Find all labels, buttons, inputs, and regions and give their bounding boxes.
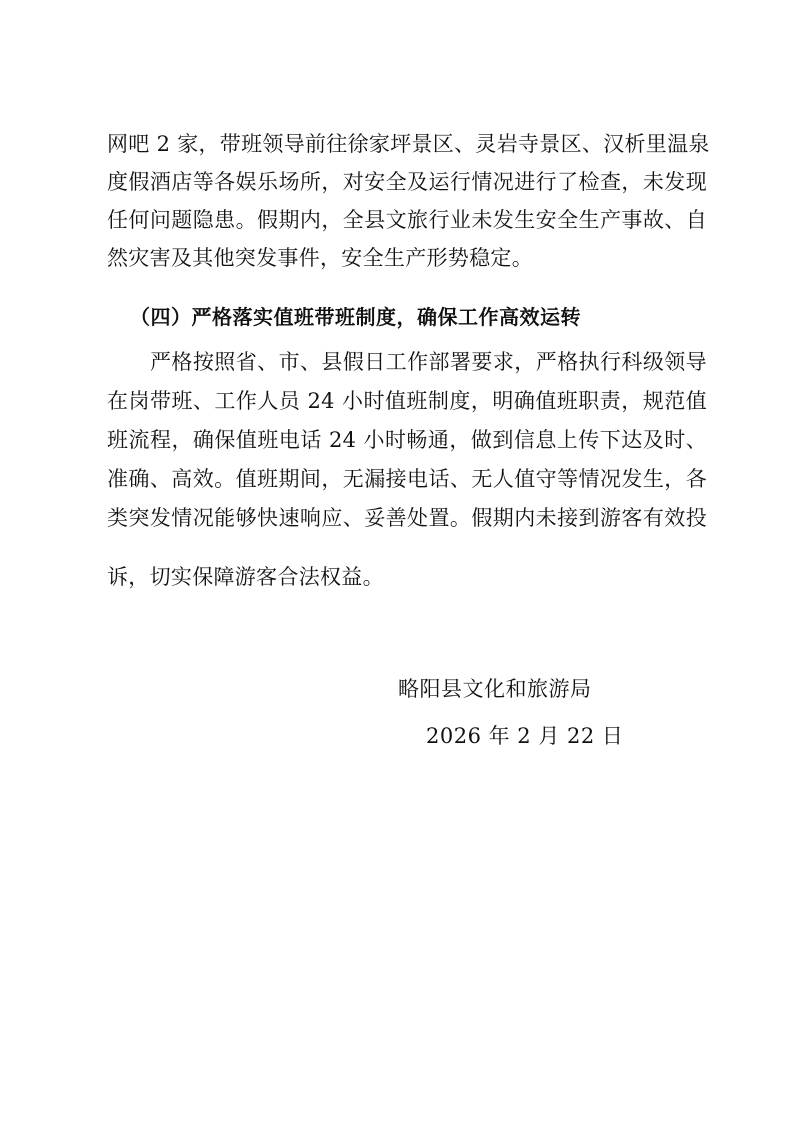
paragraph-line: 类突发情况能够快速响应、妥善处置。假期内未接到游客有效投 [107,506,707,530]
paragraph-line: 准确、高效。值班期间，无漏接电话、无人值守等情况发生，各 [107,467,707,491]
paragraph-line: 任何问题隐患。假期内，全县文旅行业未发生安全生产事故、自 [107,208,707,232]
paragraph-line: 诉，切实保障游客合法权益。 [107,565,384,589]
paragraph-line: 严格按照省、市、县假日工作部署要求，严格执行科级领导 [150,350,707,374]
paragraph-line: 在岗带班、工作人员 24 小时值班制度，明确值班职责，规范值 [107,389,707,413]
paragraph-line: 度假酒店等各娱乐场所，对安全及运行情况进行了检查，未发现 [107,170,707,194]
paragraph-line: 班流程，确保值班电话 24 小时畅通，做到信息上传下达及时、 [107,428,707,452]
paragraph-line: 然灾害及其他突发事件，安全生产形势稳定。 [107,246,533,270]
paragraph-line: 网吧 2 家，带班领导前往徐家坪景区、灵岩寺景区、汉析里温泉 [107,132,710,156]
section-heading: （四）严格落实值班带班制度，确保工作高效运转 [130,305,581,329]
signature-date: 2026 年 2 月 22 日 [426,724,624,748]
signature-organization: 略阳县文化和旅游局 [398,677,592,701]
